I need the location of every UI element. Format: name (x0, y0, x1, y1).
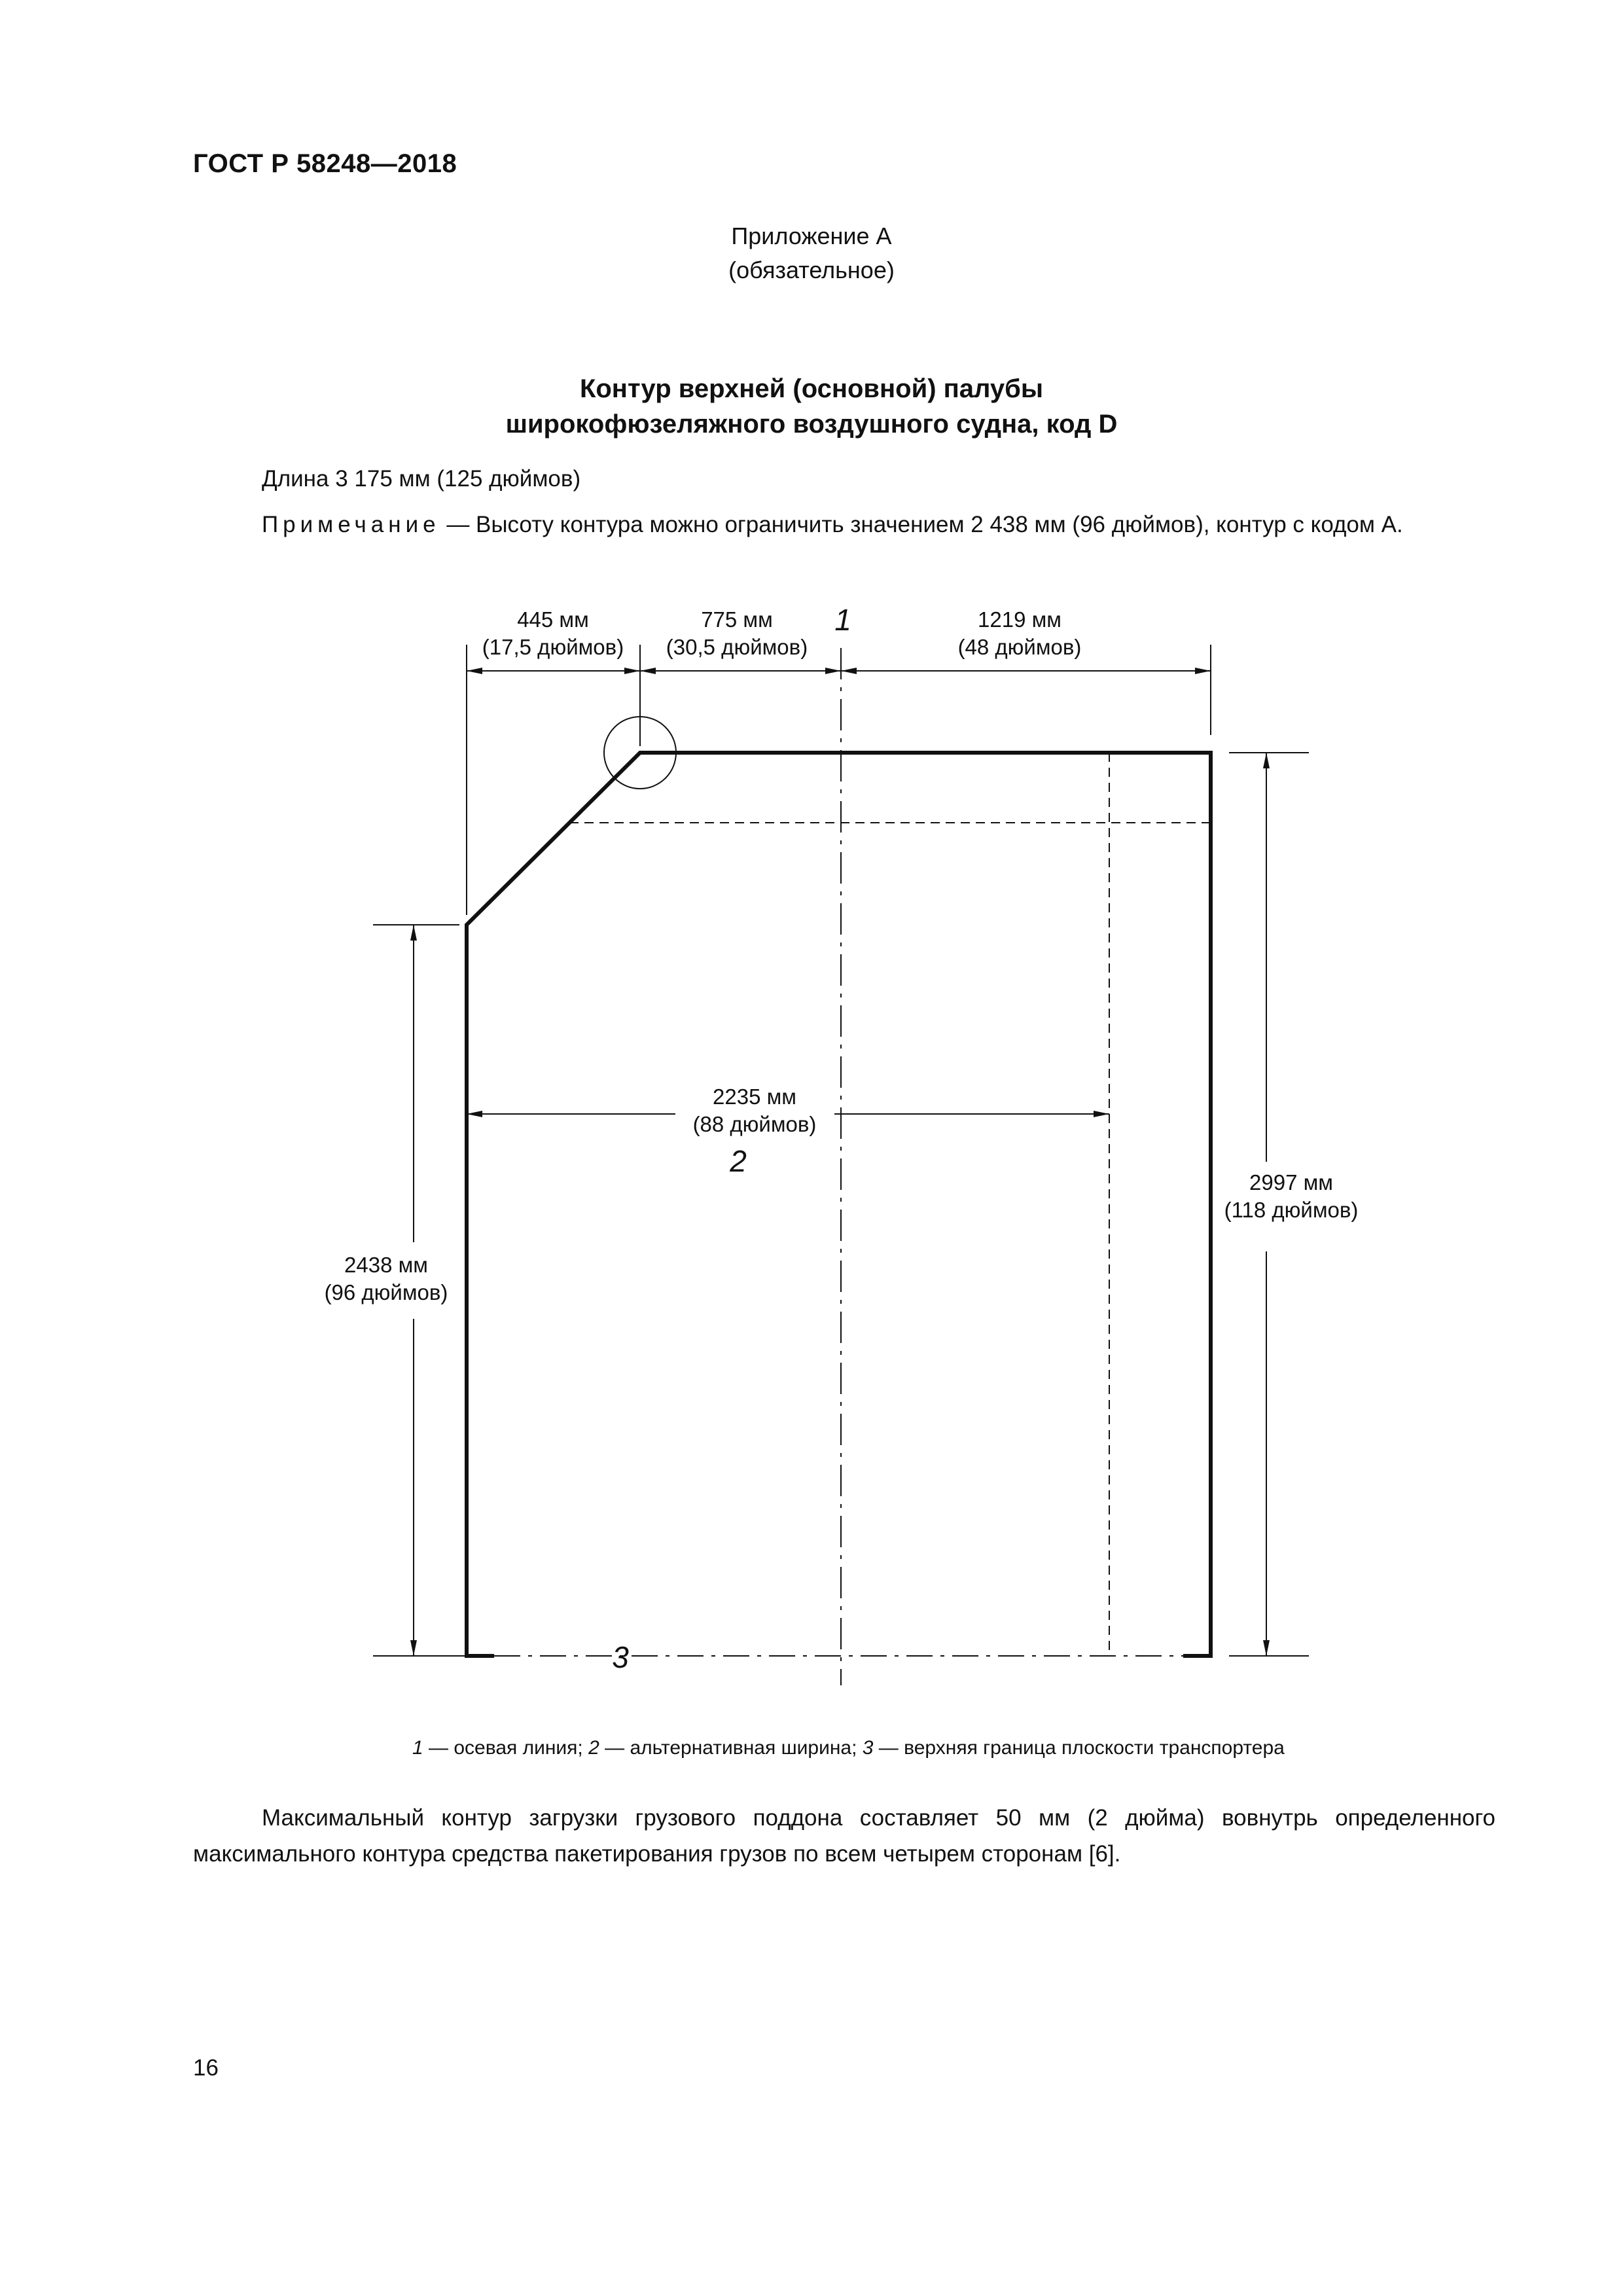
legend-num-3: 3 (862, 1737, 874, 1759)
legend-num-2: 2 (588, 1737, 599, 1759)
page-number: 16 (193, 2055, 219, 2081)
note-label: Примечание (262, 512, 440, 537)
dim-2235-in: (88 дюймов) (692, 1112, 817, 1136)
callout-1: 1 (834, 603, 851, 637)
dim-775-in: (30,5 дюймов) (666, 635, 808, 659)
annex-title: Приложение А (731, 223, 892, 249)
section-title-line-2: широкофюзеляжного воздушного судна, код D (505, 410, 1118, 439)
dim-2438-mm: 2438 мм (344, 1253, 428, 1277)
legend-num-1: 1 (412, 1737, 423, 1759)
length-text: Длина 3 175 мм (125 дюймов) (262, 466, 581, 492)
dim-1219-mm: 1219 мм (978, 607, 1061, 632)
figure-legend (412, 1737, 1285, 1759)
dim-2997-in: (118 дюймов) (1224, 1198, 1359, 1222)
legend-text-3: — верхняя граница плоскости транспортера (873, 1737, 1285, 1759)
note-text: — Высоту контура можно ограничить значением 2 438 мм (96 дюймов), контур с кодом А. (440, 512, 1403, 537)
standard-header: ГОСТ Р 58248—2018 (193, 149, 457, 178)
deck-contour (467, 753, 1211, 1656)
dim-445-in: (17,5 дюймов) (482, 635, 624, 659)
dim-2235-mm: 2235 мм (713, 1085, 796, 1109)
dim-2438-in: (96 дюймов) (324, 1280, 448, 1304)
dim-445-mm: 445 мм (517, 607, 589, 632)
section-title-line-1: Контур верхней (основной) палубы (579, 374, 1044, 403)
body-paragraph: Максимальный контур загрузки грузового поддона составляет 50 мм (2 дюйма) вовнутрь определенного максимального контура средства пакетирования грузов по всем четырем сторонам [6]. (193, 1805, 1495, 1867)
dim-1219-in: (48 дюймов) (957, 635, 1082, 659)
dim-2997-mm: 2997 мм (1249, 1170, 1333, 1194)
legend-text-1: — осевая линия; (423, 1737, 589, 1759)
callout-3: 3 (612, 1640, 629, 1674)
callout-2: 2 (730, 1144, 747, 1178)
legend-text-2: — альтернативная ширина; (599, 1737, 863, 1759)
annex-status: (обязательное) (728, 257, 895, 283)
dim-775-mm: 775 мм (701, 607, 773, 632)
